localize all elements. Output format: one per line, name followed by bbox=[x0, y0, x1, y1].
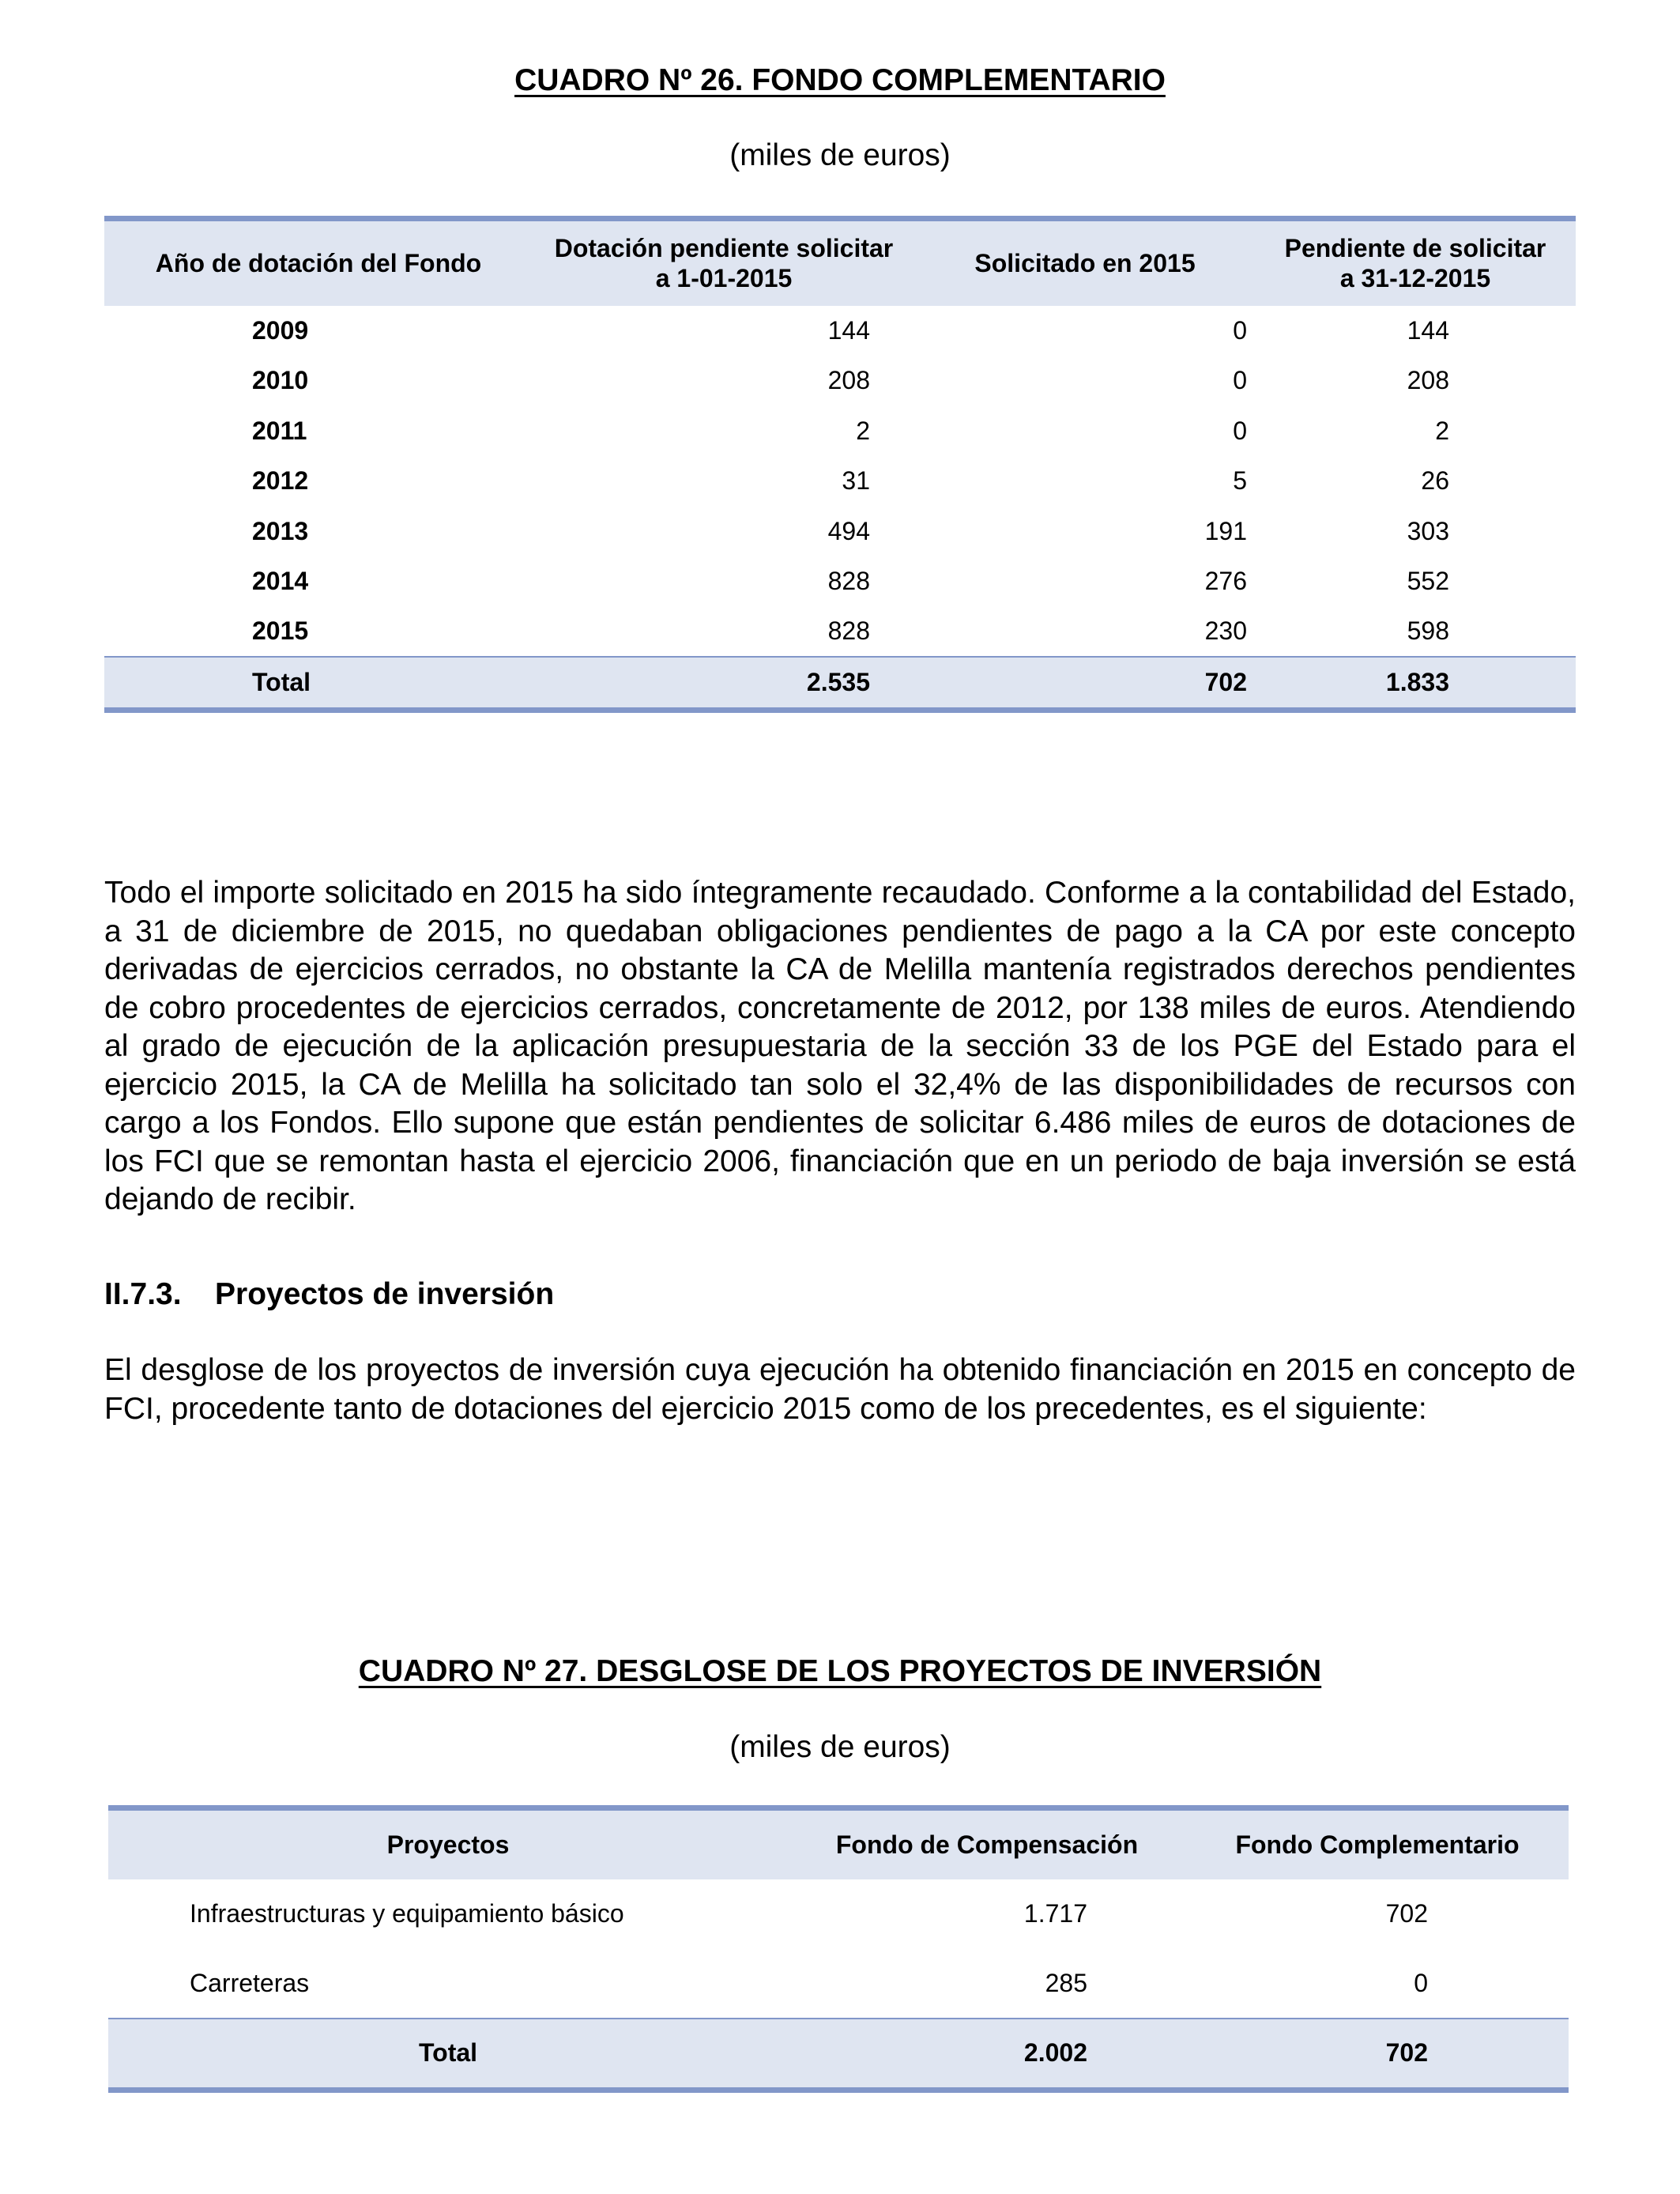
total27-compensacion: 2.002 bbox=[788, 2019, 1186, 2090]
header-pending-end: Pendiente de solicitar a 31-12-2015 bbox=[1284, 234, 1546, 293]
row-requested: 191 bbox=[1204, 516, 1247, 545]
row-requested: 230 bbox=[1204, 616, 1247, 646]
header-complementario: Fondo Complementario bbox=[1235, 1830, 1520, 1860]
row-year: 2012 bbox=[252, 466, 309, 496]
row-pending-end: 26 bbox=[1421, 466, 1449, 496]
row-complementario: 0 bbox=[1414, 1968, 1428, 1997]
row-year: 2015 bbox=[252, 616, 309, 646]
table27-header-row bbox=[108, 1808, 1569, 1879]
row-year: 2013 bbox=[252, 516, 309, 545]
total-label: Total bbox=[104, 657, 533, 710]
header-compensacion: Fondo de Compensación bbox=[835, 1830, 1139, 1860]
row-pending-start: 144 bbox=[827, 315, 870, 345]
row-year: 2010 bbox=[252, 366, 309, 395]
paragraph-desglose: El desglose de los proyectos de inversión cuya ejecución ha obtenido financiación en 2015 en concepto de FCI, procedente tanto de dotaciones del ejercicio 2015 como de los precedentes, es el siguiente: bbox=[104, 1353, 1576, 1426]
section-heading bbox=[104, 1277, 554, 1312]
total27-label: Total bbox=[108, 2019, 788, 2090]
table27 bbox=[108, 1805, 1569, 2093]
header-pending-start: Dotación pendiente solicitar a 1-01-2015 bbox=[554, 234, 894, 293]
row-pending-end: 208 bbox=[1407, 366, 1449, 395]
table-row bbox=[104, 406, 1576, 457]
table-row bbox=[104, 507, 1576, 557]
row-compensacion: 1.717 bbox=[1023, 1899, 1087, 1928]
table26-unit: (miles de euros) bbox=[729, 138, 951, 172]
row-requested: 0 bbox=[1233, 366, 1247, 395]
total27-complementario: 702 bbox=[1186, 2019, 1569, 2090]
table-row bbox=[104, 556, 1576, 607]
row-year: 2009 bbox=[252, 315, 309, 345]
table26-total-row bbox=[104, 657, 1576, 710]
table26-title: CUADRO Nº 26. FONDO COMPLEMENTARIO bbox=[514, 63, 1166, 97]
row-requested: 0 bbox=[1233, 315, 1247, 345]
table-row bbox=[104, 306, 1576, 356]
row-requested: 5 bbox=[1233, 466, 1247, 496]
header-requested: Solicitado en 2015 bbox=[974, 249, 1196, 278]
row-pending-start: 31 bbox=[842, 466, 870, 496]
table26-header-row bbox=[104, 219, 1576, 306]
section-number: II.7.3. bbox=[104, 1277, 182, 1311]
row-pending-start: 208 bbox=[827, 366, 870, 395]
row-pending-end: 144 bbox=[1407, 315, 1449, 345]
row-pending-end: 303 bbox=[1407, 516, 1449, 545]
row-pending-end: 598 bbox=[1407, 616, 1449, 646]
row-project: Infraestructuras y equipamiento básico bbox=[190, 1899, 624, 1928]
table-row bbox=[108, 1949, 1569, 2019]
row-compensacion: 285 bbox=[1045, 1968, 1087, 1997]
table-row bbox=[104, 607, 1576, 658]
total-pending-start: 2.535 bbox=[533, 657, 915, 710]
row-requested: 276 bbox=[1204, 567, 1247, 596]
section-title: Proyectos de inversión bbox=[215, 1277, 555, 1311]
header-year: Año de dotación del Fondo bbox=[155, 249, 482, 278]
row-pending-start: 494 bbox=[827, 516, 870, 545]
row-requested: 0 bbox=[1233, 416, 1247, 445]
row-pending-start: 828 bbox=[827, 567, 870, 596]
header-projects: Proyectos bbox=[386, 1830, 510, 1860]
table27-title: CUADRO Nº 27. DESGLOSE DE LOS PROYECTOS DE INVERSIÓN bbox=[358, 1654, 1322, 1688]
row-complementario: 702 bbox=[1385, 1899, 1428, 1928]
table-row bbox=[104, 356, 1576, 406]
row-year: 2011 bbox=[252, 416, 307, 445]
row-year: 2014 bbox=[252, 567, 309, 596]
paragraph-fondos: Todo el importe solicitado en 2015 ha sido íntegramente recaudado. Conforme a la contabilidad del Estado, a 31 de diciembre de 2015, no quedaban obligaciones pendientes de pago a la CA por este concepto derivadas de ejercicios cerrados, no obstante la CA de Melilla mantenía registrados derechos pendientes de cobro procedentes de ejercicios cerrados, concretamente de 2012, por 138 miles de euros. Atendiendo al grado de ejecución de la aplicación presupuestaria de la sección 33 de los PGE del Estado para el ejercicio 2015, la CA de Melilla ha solicitado tan solo el 32,4% de las disponibilidades de recursos con cargo a los Fondos. Ello supone que están pendientes de solicitar 6.486 miles de euros de dotaciones de los FCI que se remontan hasta el ejercicio 2006, financiación que en un periodo de baja inversión se está dejando de recibir. bbox=[104, 876, 1576, 1216]
table27-total-row bbox=[108, 2019, 1569, 2090]
table-row bbox=[104, 456, 1576, 507]
row-pending-start: 2 bbox=[856, 416, 870, 445]
total-requested: 702 bbox=[915, 657, 1255, 710]
total-pending-end: 1.833 bbox=[1255, 657, 1576, 710]
table-row bbox=[108, 1879, 1569, 1949]
row-project: Carreteras bbox=[190, 1968, 310, 1997]
row-pending-end: 552 bbox=[1407, 567, 1449, 596]
table27-unit: (miles de euros) bbox=[729, 1730, 951, 1764]
row-pending-start: 828 bbox=[827, 616, 870, 646]
table26 bbox=[104, 216, 1576, 713]
row-pending-end: 2 bbox=[1435, 416, 1449, 445]
